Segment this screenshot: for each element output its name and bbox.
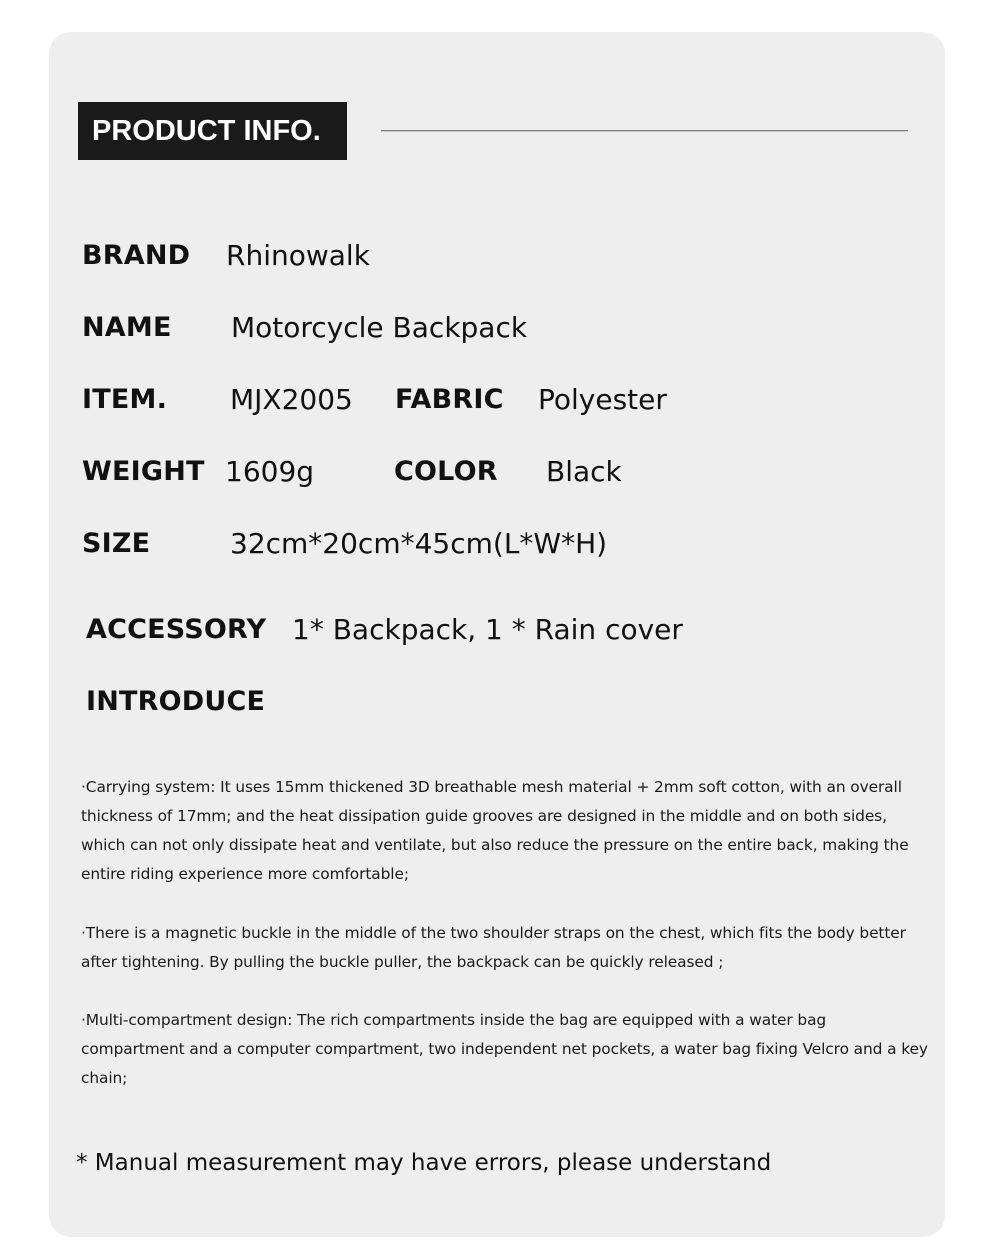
name-label: NAME (82, 312, 172, 343)
item-label: ITEM. (82, 384, 168, 415)
weight-label: WEIGHT (82, 456, 205, 487)
fabric-label: FABRIC (395, 384, 504, 415)
brand-label: BRAND (82, 240, 191, 271)
product-info-title: PRODUCT INFO. (78, 102, 347, 160)
brand-value: Rhinowalk (226, 239, 370, 272)
color-value: Black (546, 455, 622, 488)
intro-paragraph-multi-compartment: ·Multi-compartment design: The rich compartments inside the bag are equipped with a water bag compartment and a computer compartment, two independent net pockets, a water bag fixing Velcro and a key chain; (81, 1011, 928, 1087)
size-value: 32cm*20cm*45cm(L*W*H) (230, 527, 608, 560)
accessory-label: ACCESSORY (86, 614, 267, 645)
introduce-label: INTRODUCE (86, 686, 266, 717)
fabric-value: Polyester (538, 383, 667, 416)
size-label: SIZE (82, 528, 151, 559)
item-value: MJX2005 (230, 383, 353, 416)
measurement-disclaimer: * Manual measurement may have errors, please understand (76, 1150, 772, 1176)
intro-paragraph-magnetic-buckle: ·There is a magnetic buckle in the middle of the two shoulder straps on the chest, which fits the body better after tightening. By pulling the buckle puller, the backpack can be quickly released ; (81, 924, 906, 971)
accessory-value: 1* Backpack, 1 * Rain cover (292, 613, 683, 646)
weight-value: 1609g (225, 455, 315, 488)
color-label: COLOR (394, 456, 498, 487)
name-value: Motorcycle Backpack (231, 311, 528, 344)
intro-paragraph-carrying-system: ·Carrying system: It uses 15mm thickened 3D breathable mesh material + 2mm soft cotton, with an overall thickness of 17mm; and the heat dissipation guide grooves are designed in the middle and on both sides, which can not only dissipate heat and ventilate, but also reduce the pressure on the entire back, making the entire riding experience more comfortable; (81, 778, 909, 883)
header-divider (381, 130, 908, 132)
